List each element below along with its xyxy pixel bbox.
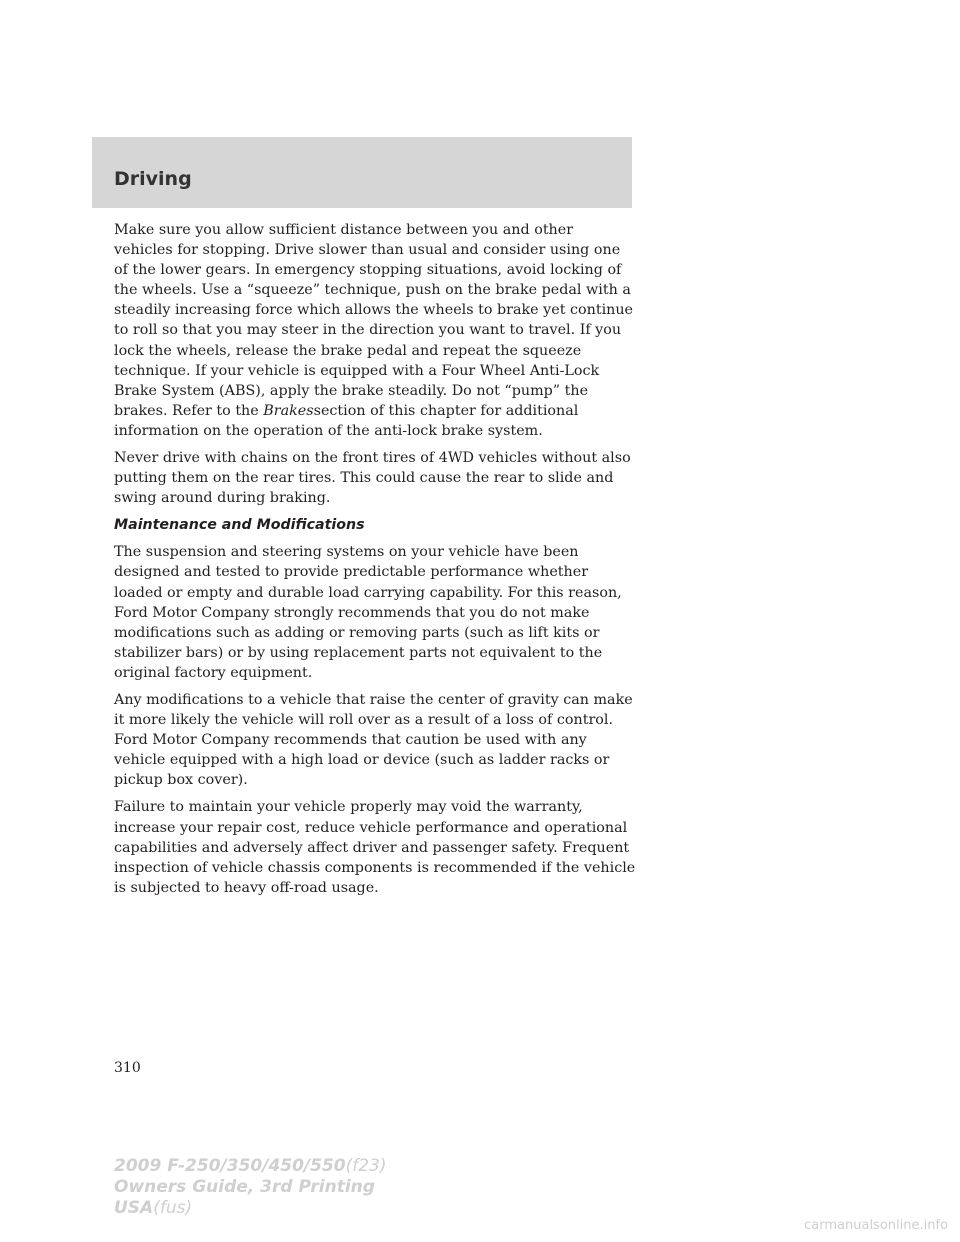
footer-model: 2009 F-250/350/450/550 bbox=[114, 1156, 346, 1176]
paragraph-maintenance: Failure to maintain your vehicle properly may void the warranty, increase your repair cost, reduce vehicle performance and operational capabilities and adversely affect driver and passenger safety. Frequent inspection of vehicle chassis components is recommended if the vehicle is subjected to heavy off-road usage. bbox=[114, 799, 636, 896]
section-title: Driving bbox=[114, 168, 192, 190]
page-content bbox=[114, 220, 636, 905]
paragraph-chains: Never drive with chains on the front tires of 4WD vehicles without also putting them on the rear tires. This could cause the rear to slide and swing around during braking. bbox=[114, 450, 631, 507]
paragraph-stopping-distance bbox=[114, 220, 636, 441]
paragraph-text: section of this chapter for additional information on the operation of the anti-lock brake system. bbox=[114, 402, 579, 439]
subheading-maintenance: Maintenance and Modifications bbox=[114, 517, 365, 534]
document-footer bbox=[114, 1156, 387, 1219]
paragraph-modifications: Any modifications to a vehicle that raise the center of gravity can make it more likely the vehicle will roll over as a result of a loss of control. Ford Motor Company recommends that caution be used with any vehicle equipped with a high load or device (such as ladder racks or pickup box cover). bbox=[114, 691, 633, 789]
paragraph-text: Make sure you allow sufficient distance between you and other vehicles for stopping. Drive slower than usual and consider using one of the lower gears. In emergency stopping situations, avoid locking of the wheels. Use a “squeeze” technique, push on the brake pedal with a steadily increasing force which allows the wheels to brake yet continue to roll so that you may steer in the direction you want to travel. If you lock the wheels, release the brake pedal and repeat the squeeze technique. If your vehicle is equipped with a Four Wheel Anti-Lock Brake System (ABS), apply the brake steadily. Do not “pump” the brakes. Refer to the bbox=[114, 222, 634, 419]
footer-printing: Owners Guide, 3rd Printing bbox=[114, 1177, 375, 1197]
footer-model-code: (f23) bbox=[345, 1156, 387, 1176]
footer-line-region bbox=[114, 1198, 387, 1219]
section-header-band bbox=[92, 137, 632, 208]
page-number: 310 bbox=[114, 1060, 141, 1076]
brakes-section-reference: Brakes bbox=[263, 402, 314, 419]
footer-region: USA bbox=[114, 1198, 154, 1218]
footer-region-code: (fus) bbox=[153, 1198, 193, 1218]
watermark: carmanualsonline.info bbox=[804, 1218, 948, 1233]
footer-line-model bbox=[114, 1156, 387, 1177]
paragraph-suspension: The suspension and steering systems on your vehicle have been designed and tested to provide predictable performance whether loaded or empty and durable load carrying capability. For this reason, Ford Motor Company strongly recommends that you do not make modifications such as adding or removing parts (such as lift kits or stabilizer bars) or by using replacement parts not equivalent to the original factory equipment. bbox=[114, 544, 622, 681]
